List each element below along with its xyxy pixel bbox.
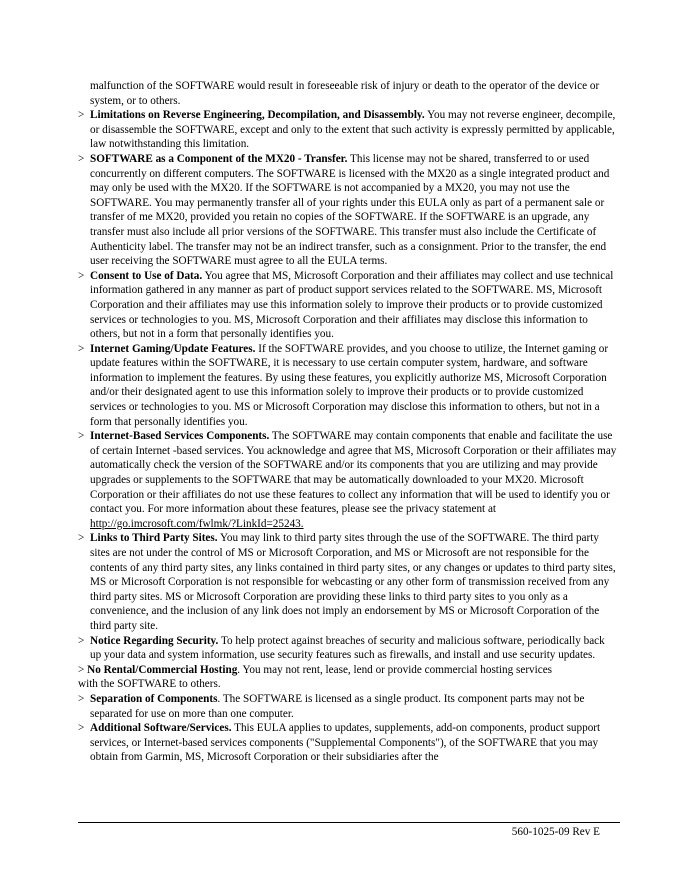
- bullet-marker: >: [78, 342, 85, 355]
- section-body: To help protect against breaches of security and malicious software, periodically back up your data and system information, use security features such as firewalls, and install and use security updates.: [90, 634, 605, 662]
- section-third-party-links: [78, 531, 618, 633]
- section-body: If the SOFTWARE provides, and you choose to utilize, the Internet gaming or update features within the SOFTWARE, it is necessary to use certain computer system, hardware, and software information to implement the features. By using these features, you explicitly authorize MS, Microsoft Corporation and/or their designated agent to use this information solely to improve their products or to provide customized services or technologies to you. MS or Microsoft Corporation may disclose this information to others, but not in a form that personally identifies you.: [90, 342, 609, 428]
- section-heading: SOFTWARE as a Component of the MX20 - Transfer.: [90, 152, 348, 165]
- section-body: The SOFTWARE may contain components that enable and facilitate the use of certain Internet -based services. You acknowledge and agree that MS, Microsoft Corporation or their affiliates may automatically check the version of the SOFTWARE and/or its components that you are utilizing and may provide upgrades or supplements to the SOFTWARE that may be automatically downloaded to your MX20. Microsoft Corporation or their affiliates do not use these features to collect any information that will be used to identify you or contact you. For more information about these features, please see the privacy statement at: [90, 430, 617, 516]
- bullet-marker: >: [78, 109, 85, 122]
- section-security-notice: [78, 634, 618, 663]
- bullet-marker: >: [78, 663, 85, 676]
- intro-text: malfunction of the SOFTWARE would result in foreseeable risk of injury or death to the operator of the device or system, or to others.: [90, 80, 600, 107]
- section-body: This license may not be shared, transferred to or used concurrently on different computers. The SOFTWARE is licensed with the MX20 as a single integrated product and may only be used with the MX20. If the SOFTWARE is not accompanied by a MX20, you may not use the SOFTWARE. You may permanently transfer all of your rights under this EULA only as part of a permanent sale or transfer of me MX20, provided you retain no copies of the SOFTWARE. If the SOFTWARE is an upgrade, any transfer must also include all prior versions of the SOFTWARE. This transfer must also include the Certificate of Authenticity label. The transfer may not be an indirect transfer, such as a consignment. Prior to the transfer, the end user receiving the SOFTWARE must agree to all the EULA terms.: [90, 152, 610, 268]
- section-transfer: [78, 152, 618, 269]
- section-heading: No Rental/Commercial Hosting: [87, 663, 238, 676]
- section-heading: Internet-Based Services Components.: [90, 430, 270, 443]
- section-internet-services: [78, 429, 618, 531]
- section-heading: Additional Software/Services.: [90, 722, 232, 735]
- footer-divider: [78, 822, 620, 823]
- section-reverse-engineering: [78, 108, 618, 152]
- section-heading: Links to Third Party Sites.: [90, 532, 218, 545]
- section-heading: Internet Gaming/Update Features.: [90, 342, 256, 355]
- document-number: 560-1025-09 Rev E: [511, 826, 600, 838]
- section-heading: Separation of Components: [90, 692, 218, 705]
- document-body: [78, 79, 618, 765]
- section-body-continued: with the SOFTWARE to others.: [78, 678, 221, 691]
- section-consent-data: [78, 269, 618, 342]
- section-body: . You may not rent, lease, lend or provide commercial hosting services: [237, 663, 553, 676]
- bullet-marker: >: [78, 269, 85, 282]
- intro-paragraph: [78, 79, 618, 108]
- bullet-marker: >: [78, 722, 85, 735]
- section-body: . The SOFTWARE is licensed as a single product. Its component parts may not be separated for use on more than one computer.: [90, 692, 585, 720]
- section-additional-software: [78, 721, 618, 765]
- section-internet-gaming: [78, 342, 618, 430]
- bullet-marker: >: [78, 152, 85, 165]
- bullet-marker: >: [78, 532, 85, 545]
- section-separation: [78, 692, 618, 721]
- section-body: You may link to third party sites through the use of the SOFTWARE. The third party sites are not under the control of MS or Microsoft Corporation, and MS or Microsoft are not responsible for the contents of any third party sites, any links contained in third party sites, or any changes or updates to third party sites, MS or Microsoft Corporation is not responsible for webcasting or any other form of transmission received from any third party sites. MS or Microsoft Corporation are providing these links to third party sites to you only as a convenience, and the inclusion of any link does not imply an endorsement by MS or Microsoft Corporation of the third party site.: [90, 532, 616, 632]
- privacy-statement-link[interactable]: http://go.imcrosoft.com/fwlmk/?LinkId=25243.: [90, 517, 304, 530]
- section-heading: Limitations on Reverse Engineering, Decompilation, and Disassembly.: [90, 109, 425, 122]
- section-no-rental: [78, 663, 618, 692]
- bullet-marker: >: [78, 634, 85, 647]
- section-heading: Notice Regarding Security.: [90, 634, 219, 647]
- bullet-marker: >: [78, 430, 85, 443]
- section-body: You agree that MS, Microsoft Corporation and their affiliates may collect and use technical information gathered in any manner as part of product support services related to the SOFTWARE. MS, Microsoft Corporation and their affiliates may use this information solely to improve their products or to provide customized services or technologies to you. MS, Microsoft Corporation and their affiliates may disclose this information to others, but not in a form that personally identifies you.: [90, 269, 614, 341]
- section-heading: Consent to Use of Data.: [90, 269, 203, 282]
- section-body: This EULA applies to updates, supplements, add-on components, product support services, or Internet-based services components ("Supplemental Components"), of the SOFTWARE that you may obtain from Garmin, MS, Microsoft Corporation or their subsidiaries after the: [90, 722, 601, 764]
- bullet-marker: >: [78, 692, 85, 705]
- section-body: You may not reverse engineer, decompile, or disassemble the SOFTWARE, except and only to the extent that such activity is expressly permitted by applicable, law notwithstanding this limitation.: [90, 109, 616, 151]
